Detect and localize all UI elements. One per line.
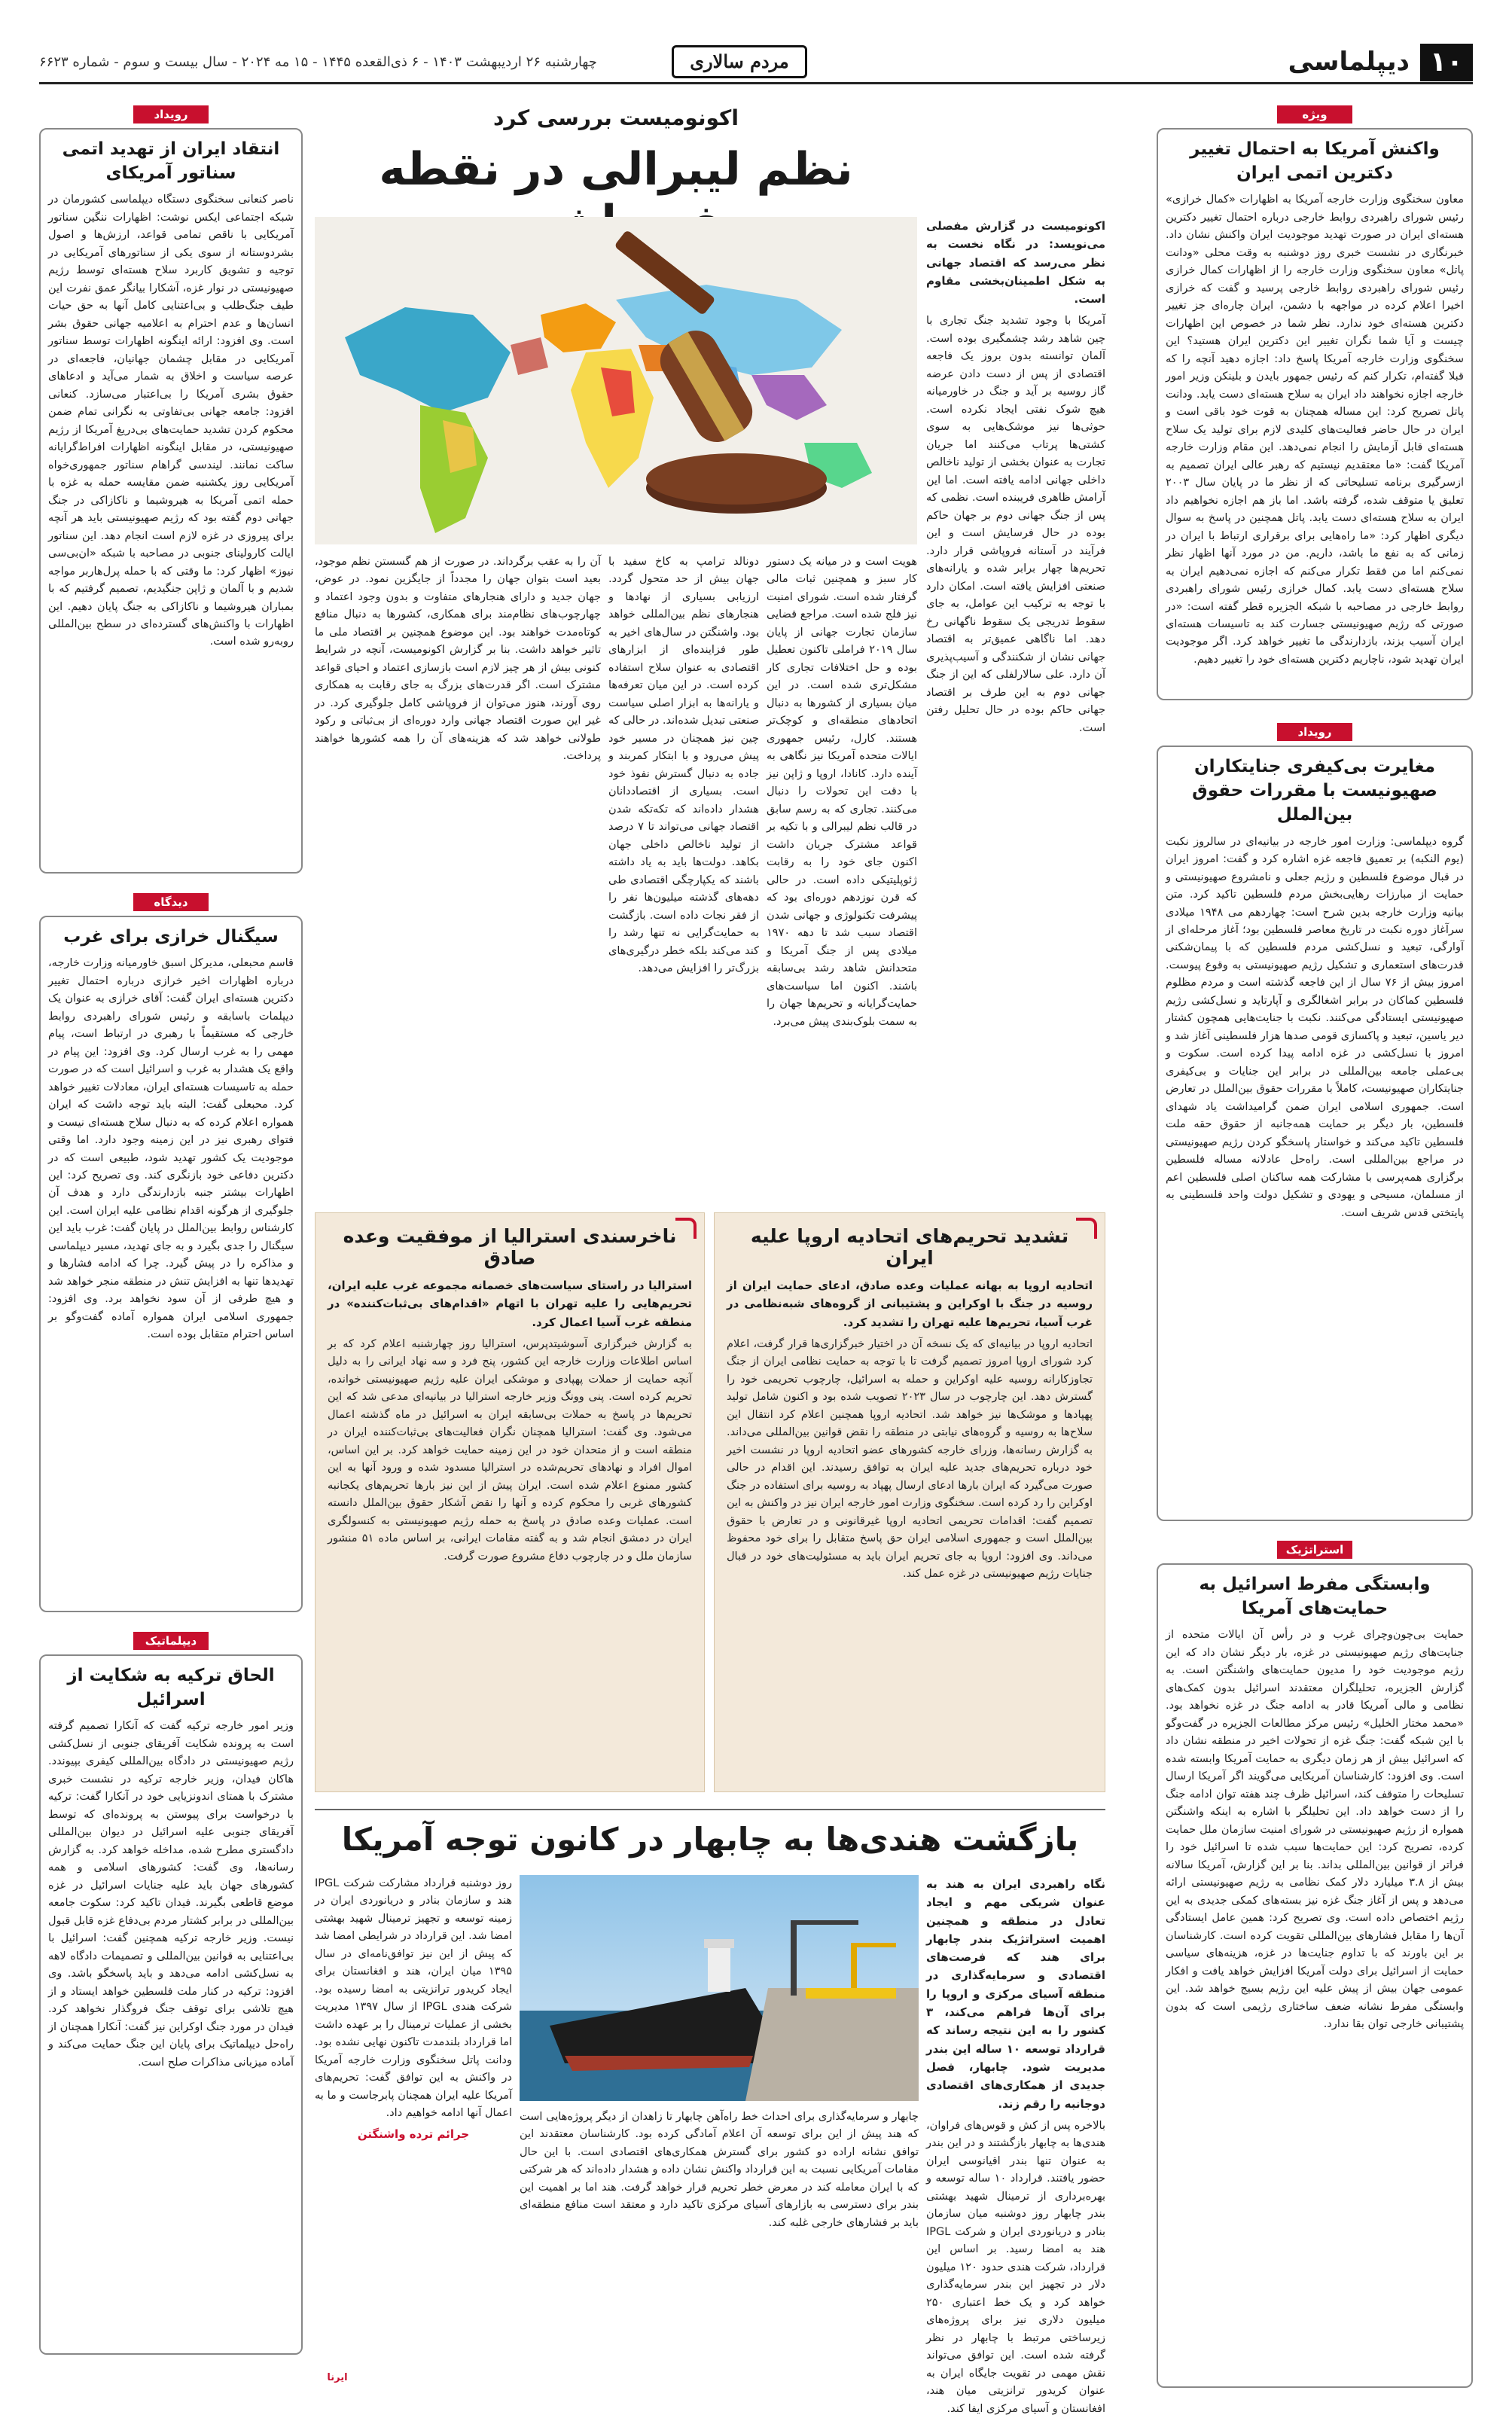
bottom-story-lead-col [926, 1875, 1106, 2415]
article-text-col1 [926, 217, 1105, 1203]
divider [315, 1809, 1105, 1810]
box-tag: دیپلماتیک [133, 1632, 209, 1650]
box-headline: سیگنال خرازی برای غرب [63, 927, 279, 947]
article-headline: نظم لیبرالی در نقطه [379, 143, 853, 196]
dateline: چهارشنبه ۲۶ اردیبهشت ۱۴۰۳ - ۶ ذی‌القعده ۱۴۴۵ - ۱۵ مه ۲۰۲۴ - سال بیست و سوم - شماره ۶۶۲۳ [39, 54, 597, 70]
left-column [39, 105, 303, 2355]
news-box [39, 1654, 303, 2355]
box-headline: انتقاد ایران از تهدید اتمی سناتور آمریکای [62, 139, 280, 184]
article-lead: اکونومیست در گزارش مفصلی می‌نویسد: در نگاه نخست به نظر می‌رسد که اقتصاد جهانی به شکل اطمینان‌بخشی مقاوم است. [926, 219, 1105, 306]
bottom-story-text: بالاخره پس از کش و قوس‌های فراوان، هندی‌ها به چابهار بازگشتند و در این بندر به عنوان تنها بندر اقیانوسی ایران حضور یافتند. قرارداد ۱۰ ساله توسعه و بهره‌برداری از ترمینال شهید بهشتی بندر چابهار روز دوشنبه میان سازمان بنادر و دریانوردی ایران و شرکت IPGL هند به امضا رسید. بر اساس این قرارداد، شرکت هندی حدود ۱۲۰ میلیون دلار در تجهیز این بندر سرمایه‌گذاری خواهد کرد و یک خط اعتباری ۲۵۰ میلیون دلاری نیز برای پروژه‌های زیرساختی مرتبط با چابهار در نظر گرفته شده است. این توافق می‌تواند نقش مهمی در تقویت جایگاه ایران به عنوان کریدور ترانزیتی میان هند، افغانستان و آسیای مرکزی ایفا کند. [926, 2119, 1105, 2415]
box-body: گروه دیپلماسی: وزارت امور خارجه در بیانیه‌ای در سالروز نکبت (یوم النکبه) بر تعمیق فاجعه غزه اشاره کرد و گفت: امروز ایران در قبال موضوع فلسطین و رژیم جعلی و نامشروع صهیونیستی و حمایت از مبارزات رهایی‌بخش مردم فلسطین تاکید کرد. متن بیانیه وزارت خارجه بدین شرح است: چهاردهم می ۱۹۴۸ میلادی سرآغاز دوره نکبت در تاریخ معاصر فلسطین بود؛ آغاز مرحله‌ای از آوارگی، تبعید و نسل‌کشی مردم فلسطین که با پیمان‌شکنی قدرت‌های استعماری و تشکیل رژیم صهیونیستی به وقوع پیوست. امروز بیش از ۷۶ سال از این فاجعه گذشته است و مردم مظلوم فلسطین کماکان در برابر اشغالگری و آپارتاید و نسل‌کشی رژیم صهیونیستی ایستادگی می‌کنند. نکبت با جنایت‌هایی همچون کشتار دیر یاسین، تبعید و پاکسازی قومی صدها هزار فلسطینی آغاز شد و امروز با نسل‌کشی در غزه ادامه پیدا کرده است. سکوت و بی‌عملی جامعه بین‌المللی در برابر این جنایات و بی‌کیفری جنایتکاران صهیونیست، کاملاً با مقررات حقوق بین‌الملل در تعارض است. جمهوری اسلامی ایران ضمن گرامیداشت یاد شهدای فلسطین، بار دیگر بر حمایت همه‌جانبه از حقوق حقه ملت فلسطین تاکید می‌کند و خواستار پاسخگو کردن رژیم صهیونیستی در مراجع بین‌المللی است. راه‌حل عادلانه مساله فلسطین برگزاری همه‌پرسی با مشارکت همه ساکنان اصلی فلسطین اعم از مسلمان، مسیحی و یهودی و تشکیل دولت واحد فلسطینی به پایتختی قدس شریف است. [1166, 835, 1464, 1219]
bottom-story-source: ایرنا [327, 2372, 348, 2383]
box-tag: رویداد [133, 105, 209, 123]
article-supertitle: اکونومیست بررسی کرد [493, 105, 739, 130]
right-column [1157, 105, 1473, 2388]
box-headline: الحاق ترکیه به شکایت از اسرائیل [67, 1666, 275, 1710]
story-europe-lead: اتحادیه اروپا به بهانه عملیات وعده صادق، ادعای حمایت ایران از روسیه در جنگ با اوکراین و پشتیبانی از گروه‌های شبه‌نظامی در غرب آسیا، تحریم‌ها علیه تهران را تشدید کرد. [727, 1279, 1093, 1329]
box-headline: واکنش آمریکا به احتمال تغییر دکترین اتمی ایران [1190, 139, 1440, 184]
news-box [1157, 1563, 1473, 2388]
news-box [1157, 746, 1473, 1521]
box-body: حمایت بی‌چون‌وچرای غرب و در رأس آن ایالات متحده از جنایت‌های رژیم صهیونیستی در غزه، بار دیگر نشان داد که این رژیم موجودیت خود را مدیون حمایت‌های واشنگتن است. به گزارش الجزیره، تحلیلگران معتقدند اسرائیل بدون کمک‌های نظامی و مالی آمریکا قادر به ادامه جنگ در غزه نخواهد بود. «محمد مختار الخلیل» رئیس مرکز مطالعات الجزیره در گفت‌وگو با این شبکه گفت: جنگ غزه از تحولات اخیر در منطقه نشان داد که اسرائیل بیش از هر زمان دیگری به حمایت آمریکا وابسته شده است. وی افزود: کارشناسان آمریکایی می‌گویند اگر آمریکا ارسال تسلیحات را متوقف کند، اسرائیل ظرف چند هفته توان ادامه جنگ را از دست خواهد داد. این تحلیلگر با اشاره به اینکه واشنگتن همواره از رژیم صهیونیستی در شورای امنیت سازمان ملل حمایت کرده، تصریح کرد: این حمایت‌ها سبب شده تا اسرائیل خود را فراتر از قوانین بین‌المللی بداند. بنا بر این گزارش، آمریکا سالانه بیش از ۳.۸ میلیارد دلار کمک نظامی به رژیم صهیونیستی ارائه می‌دهد و پس از آغاز جنگ غزه نیز بسته‌های کمکی جدیدی به این رژیم اختصاص داده است. وی تصریح کرد: همین عامل ایستادگی آن‌ها را مقابل فشارهای بین‌المللی تقویت کرده است. کارشناسان بر این باورند که با تداوم جنایت‌ها در غزه، هزینه‌های سیاسی حمایت از اسرائیل برای دولت آمریکا افزایش خواهد یافت و افکار عمومی جهان بیش از پیش علیه این رژیم بسیج خواهد شد. این وابستگی مفرط نشانه ضعف ساختاری رژیمی است که بدون پشتیبانی خارجی توان بقا ندارد. [1166, 1629, 1464, 2031]
box-headline: وابستگی مفرط اسرائیل به حمایت‌های آمریکا [1199, 1575, 1431, 1619]
box-body: ناصر کنعانی سخنگوی دستگاه دیپلماسی کشورمان در شبکه اجتماعی ایکس نوشت: اظهارات ننگین سناتور آمریکایی با ناقص تمامی قواعد، ارزش‌ها و اصول بشردوستانه از سوی یکی از سناتورهای آمریکایی در توجیه و تشویق کاربرد سلاح هسته‌ای توسط رژیم صهیونیستی در نوار غزه، آشکارا بیانگر عمق نفرت این طیف جنگ‌طلب و بی‌اعتنایی کامل آنها به حق حیات انسان‌ها و عدم احترام به اعلامیه جهانی حقوق بشر است. وی افزود: ارائه اینگونه اظهارات توسط سناتور آمریکایی در مقابل چشمان جهانیان، فاجعه‌ای در عرصه سیاست و اخلاق به شمار می‌آید و ادعاهای حقوق بشری آمریکا را بی‌اعتبار می‌سازد. کنعانی افزود: جامعه جهانی بی‌تفاوتی به نگرانی تمام ضمن محکوم کردن تشدید حمایت‌های بی‌دریغ آمریکا از رژیم صهیونیستی، در مقابل اینگونه اظهارات افراط‌گرایانه ساکت نمانند. لیندسی گراهام سناتور جمهوری‌خواه آمریکایی روز یکشنبه ضمن مقایسه حمله به غزه با حمله اتمی آمریکا به هیروشیما و ناکازاکی در جنگ جهانی دوم گفته بود که رژیم صهیونیستی باید هر آنچه برای پیروزی در غزه لازم است انجام دهد. این سناتور ایالت کارولینای جنوبی در مصاحبه با شبکه «ان‌بی‌سی نیوز» اظهار کرد: ما وقتی که با حمله پرل‌هاربر مواجه شدیم و با آلمان و ژاپن جنگیدیم، تصمیم گرفتیم که با بمباران هیروشیما و ناکازاکی به جنگ پایان دهیم. این اظهارات با واکنش‌های گسترده‌ای در سطح بین‌المللی روبه‌رو شده است. [48, 194, 294, 648]
box-body: قاسم محبعلی، مدیرکل اسبق خاورمیانه وزارت خارجه، درباره اظهارات اخیر خرازی درباره احتمال تغییر دکترین هسته‌ای ایران گفت: آقای خرازی به عنوان یک دیپلمات باسابقه و رئیس شورای راهبردی روابط خارجی که مستقیماً با رهبری در ارتباط است، پیام مهمی را به غرب ارسال کرد. وی افزود: این پیام در واقع یک هشدار به غرب و اسرائیل است که در صورت حمله به تاسیسات هسته‌ای ایران، معادلات تغییر خواهد کرد. محبعلی گفت: البته باید توجه داشت که ایران همواره اعلام کرده که به دنبال سلاح هسته‌ای نیست و فتوای رهبری نیز در این زمینه وجود دارد. اما وقتی موجودیت یک کشور تهدید شود، طبیعی است که در دکترین دفاعی خود بازنگری کند. وی تصریح کرد: این اظهارات بیشتر جنبه بازدارندگی دارد و هدف آن جلوگیری از هرگونه اقدام نظامی علیه ایران است. این کارشناس روابط بین‌الملل در پایان گفت: غرب باید این سیگنال را جدی بگیرد و به جای تهدید، مسیر دیپلماسی و مذاکره را در پیش گیرد. چرا که ادامه فشارها و تهدیدها تنها به افزایش تنش در منطقه منجر خواهد شد و هیچ طرفی از آن سود نخواهد برد. وی افزود: جمهوری اسلامی ایران همواره آماده گفت‌وگو بر اساس احترام متقابل بوده است. [48, 957, 294, 1341]
box-tag: استراتژیک [1277, 1541, 1352, 1559]
map-gavel-photo [315, 217, 917, 544]
box-body: معاون سخنگوی وزارت خارجه آمریکا به اظهارات «کمال خرازی» رئیس شورای راهبردی روابط خارجی درباره احتمال تغییر دکترین هسته‌ای ایران در صورت تهدید موجودیت ایران واکنش نشان داد. خبرنگاری در نشست خبری روز دوشنبه به وقت محلی «ودانت پاتل» معاون سخنگوی وزارت خارجه را از اظهارات کمال خرازی رئیس شورای راهبردی روابط خارجی پرسید و گفت که خرازی اخیرا اعلام کرده در مواجهه با دشمن، ایران چاره‌ای جز تغییر دکترین هسته‌ای خود ندارد. نظر شما در خصوص این اظهارات چیست و آیا شما نگران تغییر این دکترین ایران هستید؟ این سخنگوی وزارت خارجه آمریکا پاسخ داد: اجازه دهید آنچه را که قبلا گفته‌ام، تکرار کنم که رئیس جمهور بایدن و بلینکن وزیر امور خارجه اجازه نخواهند داد ایران به سلاح هسته‌ای دست یابد. ودانت پاتل تصریح کرد: این مساله همچنان به قوت خود باقی است و ایران در حال حاضر فعالیت‌های کلیدی لازم برای تولید یک سلاح هسته‌ای قابل آزمایش را انجام نمی‌دهد. این مقام وزارت خارجه آمریکا گفت: «ما معتقدیم نیستیم که رهبر عالی ایران تصمیم به ازسرگیری برنامه تسلیحاتی که از نظر ما در پایان سال ۲۰۰۳ تعلیق یا متوقف شده، گرفته باشد. اما باز هم اجازه نخواهیم داد ایران به سلاح هسته‌ای دست یابد. پاتل همچنین در پاسخ به سوال دیگری اظهار کرد: «ما راه‌هایی برای برقراری ارتباط با ایران در زمانی که به نفع ما باشد، داریم. من در مورد آنها اظهار نظر نمی‌کنم اما من فقط تکرار می‌کنم که اجازه نمی‌دهیم ایران به سلاح هسته‌ای دست یابد. کمال خرازی رئیس شورای راهبردی روابط خارجی در مصاحبه با شبکه الجزیره قطر گفته است: «در صورتی که رژیم صهیونیستی جسارت کند به تاسیسات هسته‌ای ایران آسیب بزند، بازدارندگی ما تغییر خواهد کرد. اگر موجودیت ایران تهدید شود، ناچاریم دکترین هسته‌ای خود را تغییر دهیم. [1166, 194, 1464, 666]
ship-port-illustration [520, 1875, 919, 2101]
bottom-story-col2 [520, 2109, 919, 2365]
article-text-col3 [608, 553, 759, 1201]
photo-caption: جرائم ترده واشنگتن [357, 2127, 470, 2141]
port-ship-photo [520, 1875, 919, 2101]
story-europe-title: تشدید تحریم‌های اتحادیه اروپا علیه ایران [750, 1225, 1069, 1269]
story-europe-box [714, 1212, 1105, 1792]
box-body: وزیر امور خارجه ترکیه گفت که آنکارا تصمیم گرفته است به پرونده شکایت آفریقای جنوبی از نسل‌کشی رژیم صهیونیستی در دادگاه بین‌المللی کیفری بپیوندد. هاکان فیدان، وزیر خارجه ترکیه در نشست خبری مشترک با همتای اندونزیایی خود در آنکارا گفت: ترکیه با درخواست برای پیوستن به پرونده‌ای که توسط آفریقای جنوبی علیه اسرائیل در دیوان بین‌المللی دادگستری مطرح شده، مداخله خواهد کرد. به گزارش رسانه‌ها، وی گفت: کشورهای اسلامی و همه کشورهای جهان باید علیه جنایات اسرائیل در غزه موضع قاطعی بگیرند. فیدان تاکید کرد: سکوت جامعه بین‌المللی در برابر کشتار مردم بی‌دفاع غزه قابل قبول نیست. وزیر خارجه ترکیه همچنین گفت: اسرائیل با بی‌اعتنایی به قوانین بین‌المللی و تصمیمات دادگاه لاهه به نسل‌کشی ادامه می‌دهد و باید پاسخگو باشد. وی افزود: ترکیه در کنار ملت فلسطین خواهد ایستاد و از هیچ تلاشی برای توقف جنگ فروگذار نخواهد کرد. فیدان در مورد جنگ اوکراین نیز گفت: آنکارا همچنان از راه‌حل دیپلماتیک برای پایان این جنگ حمایت می‌کند و آماده میزبانی مذاکرات صلح است. [48, 1720, 294, 2069]
news-box [39, 916, 303, 1612]
news-box [1157, 128, 1473, 700]
box-tag: دیدگاه [133, 893, 209, 911]
article-text-col4 [315, 553, 601, 1201]
story-australia-body: به گزارش خبرگزاری آسوشیتدپرس، استرالیا روز چهارشنبه اعلام کرد که بر اساس اطلاعات وزارت خارجه این کشور، پنج فرد و سه نهاد ایرانی را به دلیل آنچه حمایت از حملات پهپادی و موشکی ایران علیه رژیم صهیونیستی خوانده، تحریم کرده است. پنی وونگ وزیر خارجه استرالیا در بیانیه‌ای مدعی شد که این تحریم‌ها در پاسخ به حملات بی‌سابقه ایران به اسرائیل در ماه گذشته اعمال می‌شود. وی گفت: استرالیا همچنان نگران فعالیت‌های بی‌ثبات‌کننده ایران در منطقه است و از متحدان خود در این زمینه حمایت خواهد کرد. بر این اساس، اموال افراد و نهادهای تحریم‌شده در استرالیا مسدود شده و ورود آنها به این کشور ممنوع اعلام شده است. ایران پیش از این نیز بارها تحریم‌های یکجانبه کشورهای غربی را محکوم کرده و آنها را نقض آشکار حقوق بین‌الملل دانسته است. عملیات وعده صادق در پاسخ به حمله رژیم صهیونیستی به کنسولگری ایران در دمشق انجام شد و به گفته مقامات ایرانی، بر اساس ماده ۵۱ منشور سازمان ملل و در چارچوب دفاع مشروع صورت گرفت. [328, 1337, 692, 1563]
bottom-story-lead: نگاه راهبردی ایران به هند به عنوان شریکی مهم و ایجاد تعادل در منطقه و همچنین اهمیت استراتژیک بندر چابهار برای هند که فرصت‌های اقتصادی و سرمایه‌گذاری در منطقه آسیای مرکزی و اروپا را برای آن‌ها فراهم می‌کند، ۳ کشور را به این نتیجه رساند که قرارداد توسعه ۱۰ ساله این بندر مدیریت شود. چابهار، فصل جدیدی از همکاری‌های اقتصادی دوجانبه را رقم زند. [926, 1877, 1106, 2111]
corner-bracket-icon [1076, 1218, 1097, 1239]
page-number: ۱۰ [1420, 44, 1473, 81]
bottom-story-col3 [315, 1875, 512, 2365]
bottom-story-text: روز دوشنبه قرارداد مشارکت شرکت IPGL هند و سازمان بنادر و دریانوردی ایران در زمینه توسعه و تجهیز ترمینال شهید بهشتی امضا شد. این قرارداد در شرایطی امضا شد که پیش از این نیز توافق‌نامه‌ای در سال ۱۳۹۵ میان ایران، هند و افغانستان برای ایجاد کریدور ترانزیتی به امضا رسیده بود. شرکت هندی IPGL از سال ۱۳۹۷ مدیریت بخشی از عملیات ترمینال را بر عهده داشت اما قرارداد بلندمدت تاکنون نهایی نشده بود. ودانت پاتل سخنگوی وزارت خارجه آمریکا در واکنش به این توافق گفت: تحریم‌های آمریکا علیه ایران همچنان پابرجاست و ما به اعمال آنها ادامه خواهیم داد. [315, 1877, 512, 2120]
story-australia-lead: استرالیا در راستای سیاست‌های خصمانه مجموعه غرب علیه ایران، تحریم‌هایی را علیه تهران با اتهام «اقدام‌های بی‌ثبات‌کننده» در منطقه غرب آسیا اعمال کرد. [328, 1279, 692, 1329]
newspaper-logo: مردم سالاری [672, 45, 807, 78]
bottom-story-text: چابهار و سرمایه‌گذاری برای احداث خط راه‌آهن چابهار تا زاهدان از دیگر پروژه‌هایی است که هند پیش از این برای توسعه آن اعلام آمادگی کرده بود. کارشناسان معتقدند این توافق نشانه اراده دو کشور برای گسترش همکاری‌های اقتصادی است. با این حال مقامات آمریکایی نسبت به این قرارداد واکنش نشان داده و هشدار داده‌اند که هر شرکتی که با ایران معامله کند در معرض خطر تحریم قرار خواهد گرفت. هند اما بر اهمیت این بندر برای دسترسی به بازارهای آسیای مرکزی تاکید دارد و معتقد است منافع منطقه‌ای باید بر فشارهای خارجی غلبه کند. [520, 2111, 919, 2229]
story-australia-title: ناخرسندی استرالیا از موفقیت وعده صادق [343, 1225, 677, 1269]
box-tag: ویژه [1277, 105, 1352, 123]
article-text: آمریکا با وجود تشدید جنگ تجاری با چین شاهد رشد چشمگیری بوده است. آلمان توانسته بدون بروز یک فاجعه اقتصادی از پس از دست دادن عرضه گاز روسیه بر آید و جنگ در خاورمیانه هیچ شوک نفتی ایجاد نکرده است. حوثی‌ها نیز موشک‌هایی به سوی کشتی‌ها پرتاب می‌کنند اما جریان تجارت به عنوان بخشی از تولید ناخالص داخلی جهانی ادامه یافته است. اما این آرامش ظاهری فریبنده است. نظمی که پس از جنگ جهانی دوم بر جهان حاکم بوده در حال فرسایش است و این فرآیند در آستانه فروپاشی قرار دارد. تحریم‌ها چهار برابر شده و یارانه‌های صنعتی افزایش یافته است. امکان دارد با توجه به ترکیب این عوامل، به جای سقوط تدریجی یک سقوط ناگهانی رخ دهد. اما ناگاهی عمیق‌تر به اقتصاد جهانی نشان از شکنندگی و آسیب‌پذیری آن دارد. علی سالارلفلی که این از جنگ جهانی دوم به این طرف بر اقتصاد جهانی حاکم بوده در حال تحلیل رفتن است. [926, 315, 1105, 734]
bottom-story-title: بازگشت هندی‌ها به چابهار در کانون توجه آمریکا [341, 1821, 1079, 1858]
article-text: هویت است و در میانه یک دستور کار سبز و همچنین ثبات مالی گرفتار شده است. شورای امنیت نیز فلج شده است. مراجع قضایی سازمان تجارت جهانی از پایان سال ۲۰۱۹ فراملی تاکنون تعطیل بوده و حل اختلافات تجاری کار مشکل‌تری شده است. در این میان بسیاری از کشورها به دنبال اتحادهای منطقه‌ای و کوچک‌تر هستند. کارل، رئیس جمهوری ایالات متحده آمریکا نیز نگاهی به آینده دارد. کانادا، اروپا و ژاپن نیز با دقت این تحولات را دنبال می‌کنند. تجاری که به رسم سابق در قالب نظم لیبرالی و با تکیه بر قواعد مشترک جریان داشت اکنون جای خود را به رقابت ژئوپلیتیکی داده است. در حالی که قرن نوزدهم دوره‌ای بود که پیشرفت تکنولوژی و جهانی شدن اقتصاد سبب شد تا دهه ۱۹۷۰ میلادی پس از جنگ آمریکا و متحدانش شاهد رشد بی‌سابقه باشند. اکنون اما سیاست‌های حمایت‌گرایانه و تحریم‌ها جهان را به سمت بلوک‌بندی پیش می‌برد. [767, 556, 917, 1028]
gavel-icon [315, 217, 917, 544]
box-headline: مغایرت بی‌کیفری جنایتکاران صهیونیست با مقررات حقوق بین‌الملل [1192, 757, 1437, 825]
news-box [39, 128, 303, 874]
article-text: آن را به عقب برگرداند. در صورت از هم گسستن نظم موجود، بعید است بتوان جهان را مجدداً از جایگزین نمود. در عوض، جهان جدید و دارای هنجارهای متفاوت و بدون وجود اعتماد و چهارچوب‌های نظام‌مند برای همکاری، کشورها به دنبال منافع کوتاه‌مدت خواهند بود. این موضوع همچنین بر اقتصاد ملی ما تاثیر خواهد داشت. بنا بر گزارش اکونومیست، آنچه در شرایط کنونی بیش از هر چیز لازم است بازسازی اعتماد و احیای قواعد مشترک است. اگر قدرت‌های بزرگ به جای رقابت به همکاری روی آورند، هنوز می‌توان از فروپاشی کامل جلوگیری کرد. در غیر این صورت اقتصاد جهانی وارد دوره‌ای از بی‌ثباتی و رکود طولانی خواهد شد که هزینه‌های آن را همه کشورها خواهند پرداخت. [315, 556, 601, 763]
corner-bracket-icon [675, 1218, 697, 1239]
section-name: دیپلماسی [1288, 47, 1410, 77]
masthead [39, 44, 1473, 84]
story-australia-box [315, 1212, 705, 1792]
article-text-col2 [767, 553, 917, 1201]
box-tag: رویداد [1277, 723, 1352, 741]
story-europe-body: اتحادیه اروپا در بیانیه‌ای که یک نسخه آن در اختیار خبرگزاری‌ها قرار گرفت، اعلام کرد شورای اروپا امروز تصمیم گرفت تا با توجه به حمایت نظامی ایران از جنگ تجاوزکارانه روسیه علیه اوکراین و حمله به اسرائیل، چارچوب تحریمی خود را گسترش دهد. این چارچوب در سال ۲۰۲۳ تصویب شده بود و اکنون شامل تولید پهپادها و موشک‌ها نیز خواهد شد. اتحادیه اروپا همچنین اعلام کرد انتقال این سلاح‌ها به روسیه و گروه‌های نیابتی در منطقه را نقض قوانین بین‌المللی می‌داند. به گزارش رسانه‌ها، وزرای خارجه کشورهای عضو اتحادیه اروپا در نشست اخیر خود درباره تحریم‌های جدید علیه ایران به توافق رسیدند. این اقدام در حالی صورت می‌گیرد که ایران بارها ادعای ارسال پهپاد به روسیه برای استفاده در جنگ اوکراین را رد کرده است. سخنگوی وزارت امور خارجه ایران نیز در واکنش به این تصمیم گفت: اقدامات تحریمی اتحادیه اروپا غیرقانونی و در تعارض با حقوق بین‌الملل است و جمهوری اسلامی ایران حق پاسخ متقابل را برای خود محفوظ می‌داند. وی افزود: اروپا به جای تحریم ایران باید به مسئولیت‌های خود در قبال جنایات رژیم صهیونیستی در غزه عمل کند. [727, 1337, 1093, 1581]
article-text: دونالد ترامپ به کاخ سفید با جهان بیش از حد متحول گردد. ارزیابی بسیاری از نهادها و هنجارهای نظم بین‌المللی خواهد بود. واشنگتن در سال‌های اخیر به طور فزاینده‌ای از ابزارهای اقتصادی به عنوان سلاح استفاده کرده است. در این میان تعرفه‌ها و یارانه‌ها به ابزار اصلی سیاست صنعتی تبدیل شده‌اند. در حالی که چین نیز همچنان در مسیر خود پیش می‌رود و با ابتکار کمربند و جاده به دنبال گسترش نفوذ خود است. بسیاری از اقتصاددانان هشدار داده‌اند که تکه‌تکه شدن اقتصاد جهانی می‌تواند تا ۷ درصد از تولید ناخالص داخلی جهان بکاهد. دولت‌ها باید به یاد داشته باشند که یکپارچگی اقتصادی طی دهه‌های گذشته میلیون‌ها نفر را از فقر نجات داده است. بازگشت به حمایت‌گرایی نه تنها رشد را کند می‌کند بلکه خطر درگیری‌های بزرگ‌تر را افزایش می‌دهد. [608, 556, 759, 975]
